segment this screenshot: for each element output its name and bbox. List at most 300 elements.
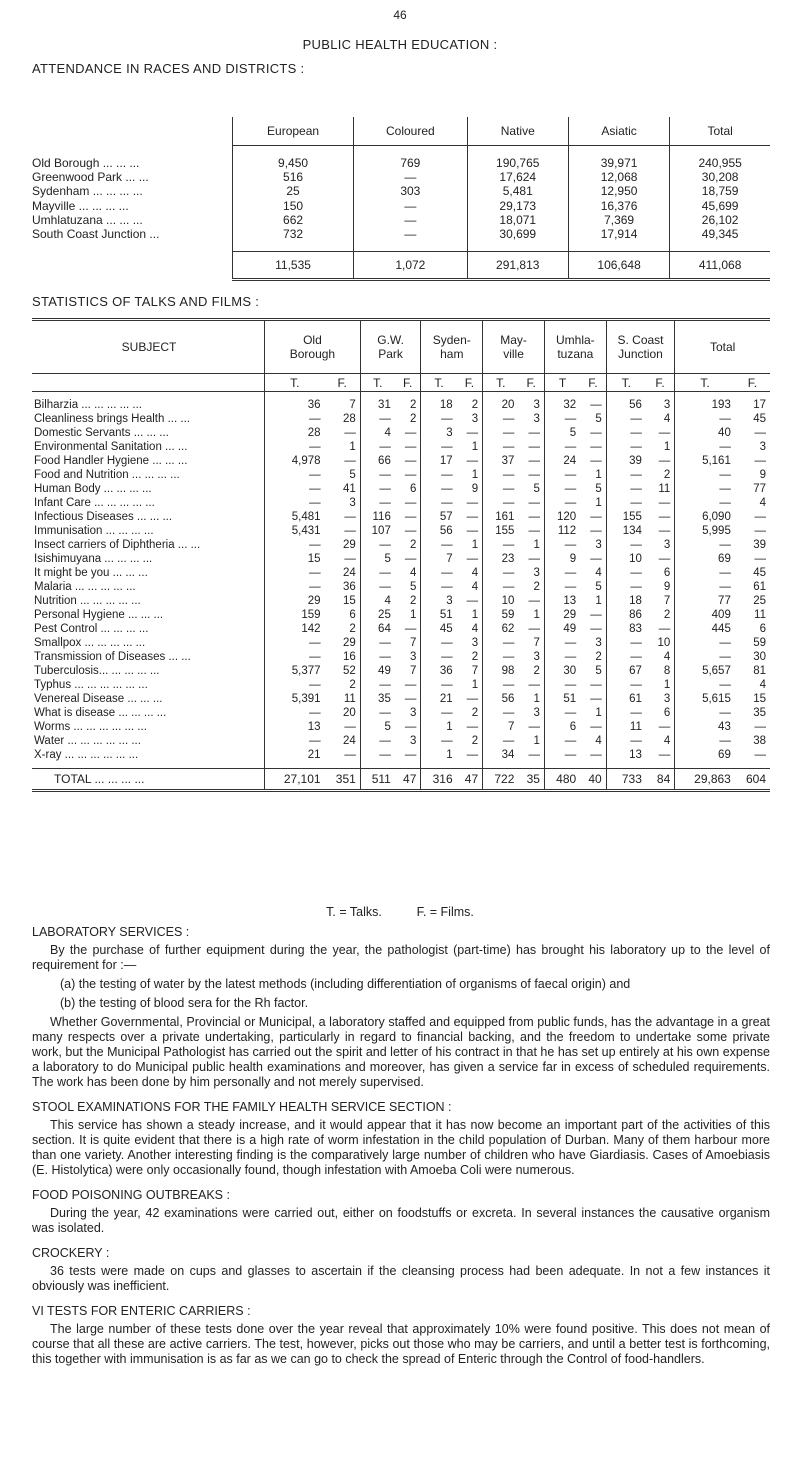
talks-cell: —: [528, 553, 540, 565]
talks-cell: 39: [606, 454, 646, 468]
talks-cell: —: [404, 455, 417, 467]
talks-cell: 1: [349, 441, 356, 453]
talks-cell: —: [421, 412, 457, 426]
talks-cell: 3: [409, 707, 417, 719]
talks-cell: —: [590, 609, 602, 621]
talks-cell: 3: [663, 693, 671, 705]
attendance-cell: 662: [233, 213, 354, 227]
talks-cell: 23: [483, 552, 519, 566]
talks-cell: 11: [606, 720, 646, 734]
district-label: Greenwood Park ... ...: [32, 170, 149, 185]
talks-row: [32, 468, 770, 482]
talks-cell: 64: [360, 622, 395, 636]
talks-cell: 17: [753, 399, 766, 411]
talks-cell: 6: [759, 623, 766, 635]
total-cell: 411,068: [670, 252, 770, 280]
tf-label: F.: [735, 374, 770, 392]
attendance-cell: 30,699: [467, 227, 568, 241]
talks-cell: —: [590, 455, 602, 467]
talks-header-row: [32, 320, 770, 374]
talks-cell: 142: [265, 622, 325, 636]
lab-item-b: (b) the testing of blood sera for the Rh factor.: [60, 996, 309, 1010]
lab-intro: By the purchase of further equipment during the year, the pathologist (part-time) has brought his laboratory up to the level of requirement for :—: [32, 943, 770, 972]
attendance-cell: 516: [233, 170, 354, 184]
talks-cell: —: [544, 650, 580, 664]
talks-row: [32, 580, 770, 594]
talks-cell: 1: [533, 539, 540, 551]
talks-cell: 31: [360, 398, 395, 412]
talks-cell: —: [483, 412, 519, 426]
talks-cell: —: [658, 497, 671, 509]
talks-cell: 1: [471, 679, 479, 691]
tf-label: F.: [325, 374, 361, 392]
total-cell: 351: [325, 769, 361, 791]
talks-cell: 2: [663, 469, 671, 481]
talks-cell: 3: [349, 497, 356, 509]
page-title: PUBLIC HEALTH EDUCATION :: [302, 37, 498, 52]
talks-cell: —: [421, 566, 457, 580]
talks-cell: —: [483, 566, 519, 580]
vi-body: The large number of these tests done over the year reveal that approximately 10% were found positive. This does not mean of course that all these are active carriers. The test, however, picks out those who may be carriers, and until a better test is forthcoming, this together with immunisation is as far as we can go to check the spread of Enteric through the Control of food-handlers.: [32, 1322, 770, 1366]
talks-cell: 49: [360, 664, 395, 678]
talks-cell: 9: [759, 469, 766, 481]
attendance-total-row: [32, 252, 770, 280]
talks-cell: —: [344, 525, 356, 537]
attendance-cell: 12,068: [568, 170, 669, 184]
talks-cell: —: [675, 496, 735, 510]
talks-cell: 83: [606, 622, 646, 636]
talks-cell: 10: [483, 594, 519, 608]
talks-heading: STATISTICS OF TALKS AND FILMS :: [32, 294, 260, 309]
talks-cell: —: [675, 482, 735, 496]
talks-cell: —: [544, 482, 580, 496]
district-header-total: Total: [675, 320, 770, 374]
talks-cell: —: [590, 427, 602, 439]
district-label: Mayville ... ... ... ...: [32, 198, 129, 213]
talks-row: [32, 482, 770, 496]
talks-cell: 81: [753, 665, 766, 677]
attendance-header-row: [32, 117, 770, 146]
talks-cell: 193: [675, 398, 735, 412]
talks-cell: 9: [663, 581, 671, 593]
subject-label: Water ... ... ... ... ... ...: [34, 735, 141, 747]
talks-cell: 15: [753, 693, 766, 705]
talks-cell: 5,431: [265, 524, 325, 538]
talks-cell: —: [421, 650, 457, 664]
subject-label: Tuberculosis... ... ... ... ...: [34, 665, 160, 677]
talks-cell: 11: [343, 693, 356, 705]
talks-cell: —: [404, 441, 417, 453]
talks-cell: 1: [663, 679, 671, 691]
talks-cell: —: [360, 538, 395, 552]
talks-cell: —: [606, 566, 646, 580]
talks-cell: —: [590, 553, 602, 565]
talks-cell: —: [544, 538, 580, 552]
talks-cell: —: [466, 553, 479, 565]
subject-label: Isishimuyana ... ... ... ...: [34, 553, 153, 565]
talks-cell: —: [675, 706, 735, 720]
talks-cell: 4: [663, 735, 671, 747]
talks-cell: —: [265, 468, 325, 482]
talks-cell: —: [528, 595, 540, 607]
talks-cell: —: [483, 440, 519, 454]
talks-cell: —: [421, 580, 457, 594]
talks-cell: —: [421, 468, 457, 482]
talks-cell: —: [606, 636, 646, 650]
talks-cell: 11: [658, 483, 671, 495]
talks-cell: —: [404, 497, 417, 509]
talks-cell: 7: [483, 720, 519, 734]
total-cell: 29,863: [675, 769, 735, 791]
district-header-borough: Old Borough: [265, 320, 361, 374]
district-header-sydenham: Syden- ham: [421, 320, 483, 374]
talks-cell: —: [544, 706, 580, 720]
vi-heading: VI TESTS FOR ENTERIC CARRIERS :: [32, 1304, 251, 1318]
talks-cell: 3: [533, 413, 540, 425]
talks-cell: 2: [471, 735, 479, 747]
talks-cell: 3: [533, 399, 540, 411]
talks-cell: 34: [483, 748, 519, 762]
subject-label: Environmental Sanitation ... ...: [34, 441, 188, 453]
talks-cell: 66: [360, 454, 395, 468]
talks-cell: 18: [421, 398, 457, 412]
talks-cell: —: [404, 693, 417, 705]
talks-cell: —: [404, 749, 417, 761]
talks-cell: 3: [421, 426, 457, 440]
total-cell: 291,813: [467, 252, 568, 280]
talks-cell: 3: [595, 539, 602, 551]
subject-label: Smallpox ... ... ... ... ...: [34, 637, 146, 649]
talks-cell: 155: [483, 524, 519, 538]
subject-label: Domestic Servants ... ... ...: [34, 427, 169, 439]
talks-cell: 5,391: [265, 692, 325, 706]
column-header: Native: [467, 117, 568, 146]
lab-section: [32, 925, 770, 1367]
talks-cell: 445: [675, 622, 735, 636]
talks-cell: —: [466, 595, 479, 607]
talks-cell: 1: [663, 441, 671, 453]
talks-cell: —: [483, 650, 519, 664]
talks-cell: 134: [606, 524, 646, 538]
food-body: During the year, 42 examinations were carried out, either on foodstuffs or excreta. In several instances the causative organism was isolated.: [32, 1206, 770, 1235]
talks-cell: 7: [409, 637, 417, 649]
talks-cell: 69: [675, 748, 735, 762]
talks-cell: 3: [421, 594, 457, 608]
talks-cell: 24: [343, 735, 356, 747]
talks-cell: 2: [471, 707, 479, 719]
attendance-cell: 45,699: [670, 199, 770, 213]
talks-cell: 1: [421, 748, 457, 762]
subject-label: Food Handler Hygiene ... ... ...: [34, 455, 188, 467]
talks-total-row: [32, 769, 770, 791]
total-label: TOTAL ... ... ... ...: [32, 769, 265, 791]
attendance-cell: 303: [354, 184, 467, 198]
talks-cell: —: [544, 412, 580, 426]
talks-cell: —: [360, 580, 395, 594]
talks-row: [32, 650, 770, 664]
total-cell: 604: [735, 769, 770, 791]
talks-cell: —: [590, 525, 602, 537]
talks-cell: —: [344, 511, 356, 523]
talks-cell: —: [421, 636, 457, 650]
talks-cell: —: [675, 566, 735, 580]
subject-header: SUBJECT: [32, 320, 265, 374]
talks-cell: 29: [343, 637, 356, 649]
talks-cell: 6: [409, 483, 417, 495]
talks-cell: 1: [533, 693, 540, 705]
column-header: Asiatic: [568, 117, 669, 146]
talks-cell: —: [528, 427, 540, 439]
talks-cell: —: [590, 721, 602, 733]
food-heading: FOOD POISONING OUTBREAKS :: [32, 1188, 230, 1202]
talks-cell: 8: [663, 665, 671, 677]
talks-cell: —: [658, 623, 671, 635]
talks-cell: —: [404, 721, 417, 733]
talks-cell: —: [675, 678, 735, 692]
talks-cell: —: [421, 678, 457, 692]
subject-label: X-ray ... ... ... ... ... ...: [34, 749, 139, 761]
talks-cell: —: [754, 721, 766, 733]
talks-cell: 30: [544, 664, 580, 678]
talks-cell: 7: [349, 399, 356, 411]
attendance-cell: 25: [233, 184, 354, 198]
talks-cell: 7: [409, 665, 417, 677]
attendance-cell: 150: [233, 199, 354, 213]
talks-row: [32, 720, 770, 734]
talks-cell: —: [404, 525, 417, 537]
talks-cell: 45: [421, 622, 457, 636]
talks-cell: 13: [606, 748, 646, 762]
attendance-cell: 190,765: [467, 156, 568, 170]
talks-cell: 159: [265, 608, 325, 622]
subject-label: Bilharzia ... ... ... ... ...: [34, 399, 143, 411]
attendance-cell: —: [354, 199, 467, 213]
talks-cell: —: [590, 749, 602, 761]
talks-cell: —: [544, 468, 580, 482]
talks-cell: —: [528, 455, 540, 467]
talks-cell: 6: [663, 567, 671, 579]
talks-cell: 1: [595, 469, 602, 481]
talks-cell: —: [466, 497, 479, 509]
talks-cell: 5: [533, 483, 540, 495]
talks-cell: —: [265, 440, 325, 454]
talks-cell: —: [421, 440, 457, 454]
talks-cell: —: [754, 525, 766, 537]
subject-label: Immunisation ... ... ... ...: [34, 525, 154, 537]
page-number: 46: [393, 8, 407, 22]
talks-cell: —: [421, 734, 457, 748]
talks-cell: 29: [544, 608, 580, 622]
talks-cell: 1: [595, 707, 602, 719]
talks-cell: 25: [360, 608, 395, 622]
talks-cell: —: [528, 749, 540, 761]
talks-cell: —: [404, 679, 417, 691]
district-label: Sydenham ... ... ... ...: [32, 184, 143, 199]
talks-cell: —: [544, 496, 580, 510]
attendance-cell: 26,102: [670, 213, 770, 227]
talks-cell: 3: [533, 651, 540, 663]
attendance-row: [32, 227, 770, 241]
talks-cell: 155: [606, 510, 646, 524]
talks-cell: —: [528, 721, 540, 733]
total-cell: 511: [360, 769, 395, 791]
talks-cell: —: [590, 623, 602, 635]
talks-cell: 45: [753, 567, 766, 579]
talks-cell: 59: [753, 637, 766, 649]
subject-label: Personal Hygiene ... ... ...: [34, 609, 164, 621]
talks-cell: —: [658, 525, 671, 537]
talks-cell: 4: [759, 679, 766, 691]
talks-cell: —: [483, 706, 519, 720]
attendance-row: [32, 156, 770, 170]
talks-row: [32, 706, 770, 720]
attendance-cell: —: [354, 170, 467, 184]
talks-cell: —: [590, 441, 602, 453]
lab-item-a: (a) the testing of water by the latest methods (including differentiation of organisms of faecal origin) and: [60, 977, 631, 991]
tf-label: F.: [457, 374, 483, 392]
talks-cell: 20: [343, 707, 356, 719]
district-header-umhlatuzana: Umhla- tuzana: [544, 320, 606, 374]
attendance-cell: 5,481: [467, 184, 568, 198]
talks-cell: —: [544, 566, 580, 580]
attendance-cell: 732: [233, 227, 354, 241]
tf-label: T.: [483, 374, 519, 392]
talks-cell: 5: [595, 483, 602, 495]
talks-cell: —: [483, 468, 519, 482]
talks-cell: —: [404, 469, 417, 481]
talks-cell: —: [606, 468, 646, 482]
talks-cell: 1: [533, 735, 540, 747]
district-label: Old Borough ... ... ...: [32, 156, 140, 171]
talks-cell: 161: [483, 510, 519, 524]
attendance-cell: 17,624: [467, 170, 568, 184]
district-header-mayville: May- ville: [483, 320, 545, 374]
talks-row: [32, 748, 770, 762]
talks-cell: —: [658, 455, 671, 467]
talks-cell: —: [421, 496, 457, 510]
talks-cell: —: [344, 427, 356, 439]
talks-cell: —: [675, 440, 735, 454]
talks-cell: 36: [421, 664, 457, 678]
talks-row: [32, 692, 770, 706]
talks-cell: 2: [409, 413, 417, 425]
talks-cell: —: [675, 636, 735, 650]
talks-cell: —: [466, 511, 479, 523]
talks-cell: 4,978: [265, 454, 325, 468]
talks-cell: 29: [343, 539, 356, 551]
talks-cell: 7: [421, 552, 457, 566]
district-header-gw-park: G.W. Park: [360, 320, 421, 374]
talks-table: [32, 318, 770, 792]
talks-cell: —: [606, 650, 646, 664]
talks-cell: —: [466, 455, 479, 467]
talks-cell: 13: [544, 594, 580, 608]
talks-cell: 2: [595, 651, 602, 663]
talks-cell: 4: [360, 594, 395, 608]
talks-cell: —: [675, 538, 735, 552]
talks-cell: —: [606, 734, 646, 748]
talks-cell: 51: [544, 692, 580, 706]
talks-cell: 3: [663, 539, 671, 551]
talks-cell: —: [606, 678, 646, 692]
talks-cell: 57: [421, 510, 457, 524]
attendance-cell: 16,376: [568, 199, 669, 213]
talks-cell: —: [483, 496, 519, 510]
talks-cell: 77: [675, 594, 735, 608]
talks-cell: 5: [595, 665, 602, 677]
attendance-row: [32, 199, 770, 213]
talks-cell: 5: [349, 469, 356, 481]
tf-label: T.: [606, 374, 646, 392]
talks-cell: 16: [343, 651, 356, 663]
talks-cell: —: [754, 427, 766, 439]
talks-cell: —: [606, 440, 646, 454]
tf-label: F.: [395, 374, 421, 392]
talks-cell: 35: [753, 707, 766, 719]
talks-cell: 49: [544, 622, 580, 636]
talks-cell: —: [675, 468, 735, 482]
attendance-cell: 30,208: [670, 170, 770, 184]
talks-cell: —: [265, 678, 325, 692]
talks-row: [32, 510, 770, 524]
talks-cell: —: [404, 553, 417, 565]
talks-cell: 5,995: [675, 524, 735, 538]
attendance-row: [32, 170, 770, 184]
talks-cell: —: [360, 748, 395, 762]
talks-cell: 5: [544, 426, 580, 440]
talks-cell: 1: [421, 720, 457, 734]
talks-cell: 5: [360, 552, 395, 566]
talks-cell: 4: [471, 567, 479, 579]
talks-cell: —: [658, 553, 671, 565]
talks-cell: 3: [471, 413, 479, 425]
talks-cell: —: [265, 538, 325, 552]
talks-cell: 61: [753, 581, 766, 593]
crockery-body: 36 tests were made on cups and glasses to ascertain if the cleansing process had been adequate. In not a few instances it obviously was inefficient.: [32, 1264, 770, 1293]
district-label: South Coast Junction ...: [32, 227, 160, 242]
stool-body: This service has shown a steady increase, and it would appear that it has now become an important part of the activities of this section. It is quite evident that there is a high rate of worm infestation in the child population of Durban. Many of them harbour more than one variety. Another interesting finding is the comparatively large number of children who have Giardiasis. Cases of Amoebiasis (E. Histolytica) were only occasionally found, though infestation with Amoeba Coli were numerous.: [32, 1118, 770, 1177]
subject-label: Typhus ... ... ... ... ... ...: [34, 679, 148, 691]
talks-cell: 1: [595, 595, 602, 607]
talks-cell: —: [265, 650, 325, 664]
talks-cell: 37: [483, 454, 519, 468]
talks-cell: —: [483, 482, 519, 496]
talks-cell: 29: [265, 594, 325, 608]
talks-cell: 69: [675, 552, 735, 566]
district-header-south-coast: S. Coast Junction: [606, 320, 675, 374]
talks-cell: —: [404, 623, 417, 635]
attendance-cell: 12,950: [568, 184, 669, 198]
talks-cell: —: [483, 580, 519, 594]
talks-cell: 25: [753, 595, 766, 607]
talks-cell: 4: [663, 651, 671, 663]
talks-cell: 45: [753, 413, 766, 425]
talks-row: [32, 398, 770, 412]
talks-cell: 35: [360, 692, 395, 706]
talks-cell: 9: [544, 552, 580, 566]
talks-cell: 59: [483, 608, 519, 622]
talks-cell: —: [265, 566, 325, 580]
subject-label: Insect carriers of Diphtheria ... ...: [34, 539, 201, 551]
talks-cell: —: [344, 553, 356, 565]
column-header: European: [233, 117, 354, 146]
talks-row: [32, 524, 770, 538]
subject-label: Nutrition ... ... ... ... ...: [34, 595, 141, 607]
talks-row: [32, 664, 770, 678]
talks-cell: 7: [471, 665, 479, 677]
talks-cell: —: [754, 455, 766, 467]
talks-cell: 6: [663, 707, 671, 719]
